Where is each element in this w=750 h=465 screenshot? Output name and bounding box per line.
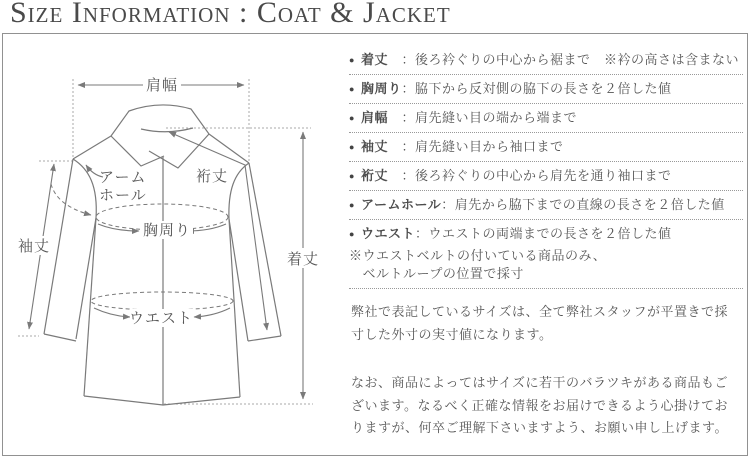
waist-note-line1: ※ウエストベルトの付いている商品のみ、 [349,248,607,263]
bullet-icon: ● [349,200,355,210]
label-chest: 胸周り [142,222,192,239]
definition-desc: ：脇下から反対側の脇下の長さを２倍した値 [401,81,672,96]
definition-label: 肩幅 [360,110,402,125]
definition-item-kitake [349,46,743,75]
label-sleeve-length: 袖丈 [17,238,51,255]
coat-diagram-svg [3,34,348,453]
definition-item-sleeve [349,133,743,162]
bullet-icon: ● [349,84,355,94]
measurement-policy-text: 弊社で表記しているサイズは、全て弊社スタッフが平置きで採寸した外寸の実寸値になります。 [351,304,728,342]
label-waist: ウエスト [128,310,194,327]
label-shoulder-width: 肩幅 [145,77,179,94]
bullet-icon: ● [349,113,355,123]
label-armhole-line2: ホール [99,187,147,204]
size-info-panel [2,33,748,456]
definition-list [349,46,743,440]
page-title: Size Information : Coat & Jacket [10,0,451,29]
disclaimer-text: なお、商品によってはサイズに若干のバラツキがある商品もございます。なるべく正確な情報をお届けできるよう心掛けておりますが、何卒ご理解下さいますよう、お願い申し上げます。 [351,375,728,435]
coat-outline [44,105,281,405]
definition-label: 胸周り [360,81,402,96]
definition-item-waist [349,220,743,289]
label-masks [15,75,322,327]
waist-note-line2: ベルトループの位置で採寸 [349,266,524,281]
definition-desc: ：後ろ衿ぐりの中心から肩先を通り袖口まで [401,168,672,183]
bullet-icon: ● [349,55,355,65]
label-yuki-length: 裄丈 [196,168,229,185]
definition-item-yuki [349,162,743,191]
definition-item-armhole [349,191,743,220]
definition-label: ウエスト [360,226,415,241]
definition-desc: ：後ろ衿ぐりの中心から裾まで ※衿の高さは含まない [401,52,739,67]
definition-label: 着丈 [360,52,402,67]
definition-item-shoulder [349,104,743,133]
definition-desc: ：ウエストの両端までの長さを２倍した値 [414,226,672,241]
definition-item-chest [349,75,743,104]
bullet-icon: ● [349,142,355,152]
definition-label: 袖丈 [360,139,402,154]
definition-desc: ：肩先縫い目から袖口まで [401,139,564,154]
label-armhole-line1: アーム [99,169,147,186]
bullet-icon: ● [349,229,355,239]
definition-label: アームホール [360,197,442,212]
label-body-length: 着丈 [286,251,320,268]
bullet-icon: ● [349,171,355,181]
definition-label: 裄丈 [360,168,402,183]
dotted-guides [18,79,313,404]
definition-desc: ：肩先縫い目の端から端まで [401,110,577,125]
definition-desc: ：肩先から脇下までの直線の長さを２倍した値 [441,197,725,212]
coat-measurement-diagram [3,34,348,453]
